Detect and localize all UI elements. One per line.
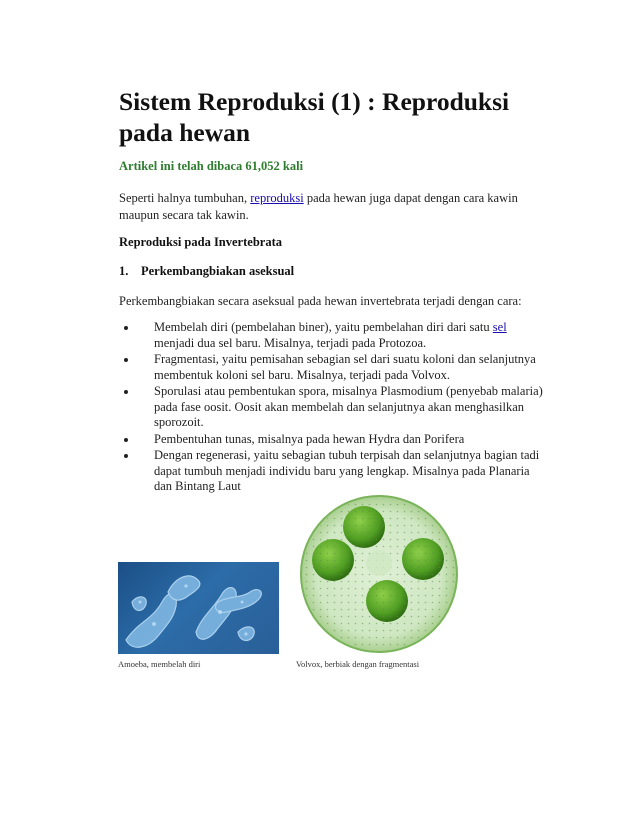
link-sel[interactable]: sel bbox=[492, 320, 507, 334]
bullet-icon bbox=[124, 438, 128, 442]
heading-invertebrata: Reproduksi pada Invertebrata bbox=[119, 235, 282, 249]
bullet-icon bbox=[124, 390, 128, 394]
list-item bbox=[119, 384, 549, 431]
bullet-icon bbox=[124, 326, 128, 330]
page-title: Sistem Reproduksi (1) : Reproduksi pada hewan bbox=[119, 87, 510, 147]
aseksual-intro: Perkembangbiakan secara aseksual pada hewan invertebrata terjadi dengan cara: bbox=[119, 294, 522, 308]
link-reproduksi[interactable]: reproduksi bbox=[250, 191, 304, 205]
caption-amoeba: Amoeba, membelah diri bbox=[118, 659, 201, 669]
intro-text-after: pada hewan juga dapat dengan cara kawin maupun secara tak kawin. bbox=[119, 191, 518, 222]
list-item bbox=[119, 320, 549, 351]
volvox-illustration bbox=[296, 487, 463, 654]
caption-volvox: Volvox, berbiak dengan fragmentasi bbox=[296, 659, 420, 669]
bullet-text: Pembentuhan tunas, misalnya pada hewan Hydra dan Porifera bbox=[154, 431, 465, 446]
bullet-icon bbox=[124, 358, 128, 362]
amoeba-image bbox=[118, 562, 279, 654]
heading-aseksual bbox=[119, 264, 294, 279]
intro-paragraph bbox=[119, 190, 539, 223]
heading-text: Perkembangbiakan aseksual bbox=[141, 264, 295, 278]
bullet-text: Dengan regenerasi, yaitu sebagian tubuh terpisah dan selanjutnya bagian tadi dapat tumbuh menjadi individu baru yang lengkap. Misalnya pada Planaria dan Bintang Laut bbox=[154, 448, 540, 493]
list-item bbox=[119, 352, 549, 383]
list-item bbox=[119, 432, 549, 448]
bullet-list bbox=[119, 320, 549, 496]
bullet-text-before: Membelah diri (pembelahan biner), yaitu pembelahan diri dari satu bbox=[154, 320, 493, 334]
bullet-text: Sporulasi atau pembentukan spora, misalnya Plasmodium (penyebab malaria) pada fase oosit. Oosit akan membelah dan selanjutnya akan menghasilkan sporozoit. bbox=[154, 384, 543, 429]
heading-number: 1. bbox=[119, 264, 129, 278]
bullet-text-after: menjadi dua sel baru. Misalnya, terjadi pada Protozoa. bbox=[154, 335, 427, 350]
amoeba-illustration bbox=[118, 562, 279, 654]
read-count: Artikel ini telah dibaca 61,052 kali bbox=[119, 159, 304, 173]
bullet-text: Fragmentasi, yaitu pemisahan sebagian sel dari suatu koloni dan selanjutnya membentuk koloni sel baru. Misalnya, terjadi pada Volvox. bbox=[154, 352, 536, 382]
intro-text-before: Seperti halnya tumbuhan, bbox=[119, 191, 251, 205]
bullet-icon bbox=[124, 454, 128, 458]
volvox-image bbox=[296, 487, 463, 654]
